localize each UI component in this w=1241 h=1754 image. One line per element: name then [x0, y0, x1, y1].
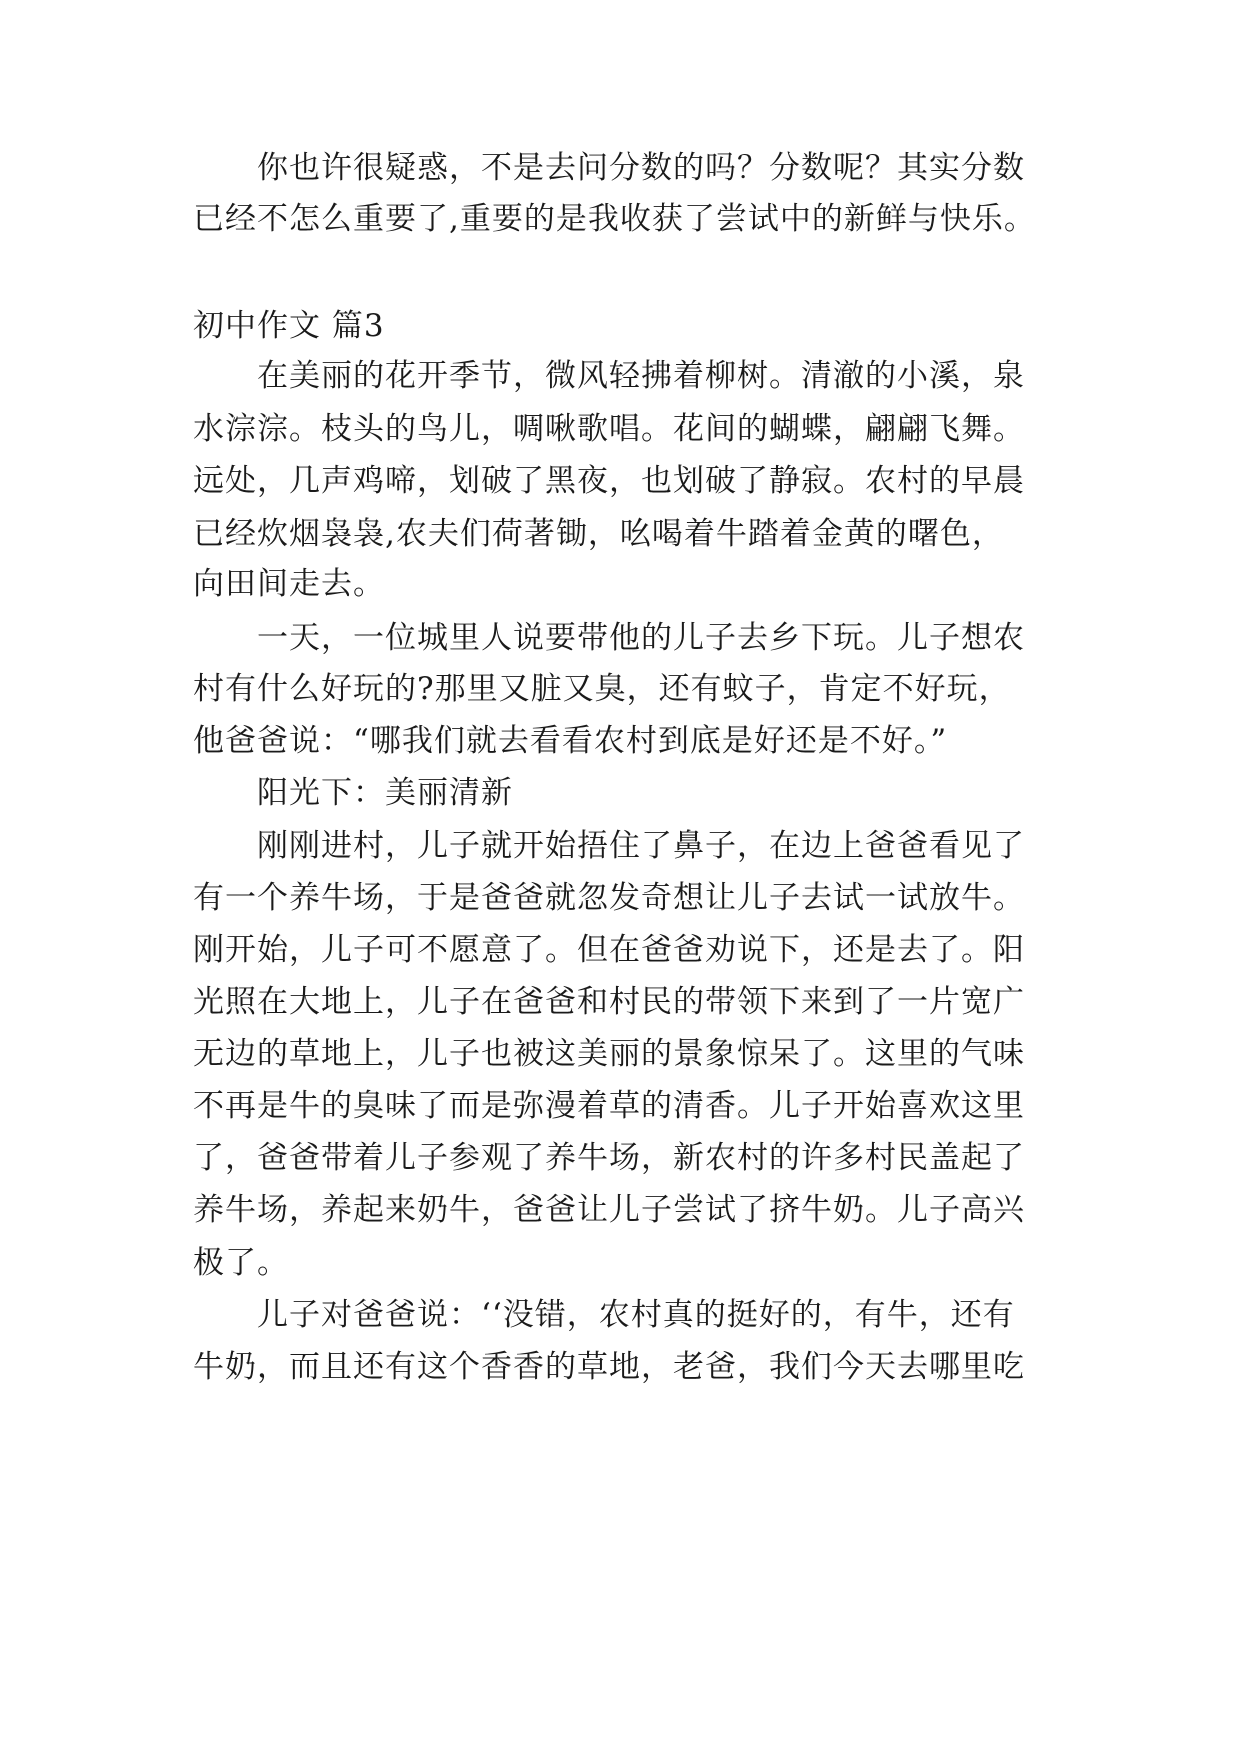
text-line: 养牛场，养起来奶牛，爸爸让儿子尝试了挤牛奶。儿子高兴: [193, 1192, 1025, 1228]
text-line: 牛奶，而且还有这个香香的草地，老爸，我们今天去哪里吃: [193, 1349, 1025, 1385]
text-line: 已经炊烟袅袅,农夫们荷著锄，吆喝着牛踏着金黄的曙色，: [193, 516, 1004, 552]
text-line: 儿子对爸爸说：‘‘没错，农村真的挺好的，有牛，还有: [257, 1297, 1015, 1333]
text-line: 光照在大地上，儿子在爸爸和村民的带领下来到了一片宽广: [193, 984, 1025, 1020]
text-line: 村有什么好玩的?那里又脏又臭，还有蚊子，肯定不好玩，: [193, 671, 1011, 707]
text-line: 你也许很疑惑，不是去问分数的吗？分数呢？其实分数: [257, 150, 1025, 186]
subheading-line: 阳光下：美丽清新: [257, 775, 513, 811]
text-line: 向田间走去。: [193, 566, 385, 602]
text-line: 已经不怎么重要了,重要的是我收获了尝试中的新鲜与快乐。: [193, 201, 1036, 237]
text-line: 一天，一位城里人说要带他的儿子去乡下玩。儿子想农: [257, 620, 1025, 656]
text-line: 有一个养牛场，于是爸爸就忽发奇想让儿子去试一试放牛。: [193, 880, 1025, 916]
text-line: 刚刚进村，儿子就开始捂住了鼻子，在边上爸爸看见了: [257, 828, 1025, 864]
section-heading: 初中作文 篇3: [193, 308, 385, 344]
text-line: 远处，几声鸡啼，划破了黑夜，也划破了静寂。农村的早晨: [193, 463, 1025, 499]
text-line: 无边的草地上，儿子也被这美丽的景象惊呆了。这里的气味: [193, 1036, 1025, 1072]
text-line: 水淙淙。枝头的鸟儿，啁啾歌唱。花间的蝴蝶，翩翩飞舞。: [193, 411, 1025, 447]
text-line: 不再是牛的臭味了而是弥漫着草的清香。儿子开始喜欢这里: [193, 1088, 1025, 1124]
text-line: 他爸爸说：“哪我们就去看看农村到底是好还是不好。”: [193, 723, 948, 759]
text-line: 在美丽的花开季节，微风轻拂着柳树。清澈的小溪，泉: [257, 358, 1025, 394]
text-line: 刚开始，儿子可不愿意了。但在爸爸劝说下，还是去了。阳: [193, 932, 1025, 968]
text-line: 极了。: [193, 1245, 289, 1281]
text-line: 了，爸爸带着儿子参观了养牛场，新农村的许多村民盖起了: [193, 1140, 1025, 1176]
